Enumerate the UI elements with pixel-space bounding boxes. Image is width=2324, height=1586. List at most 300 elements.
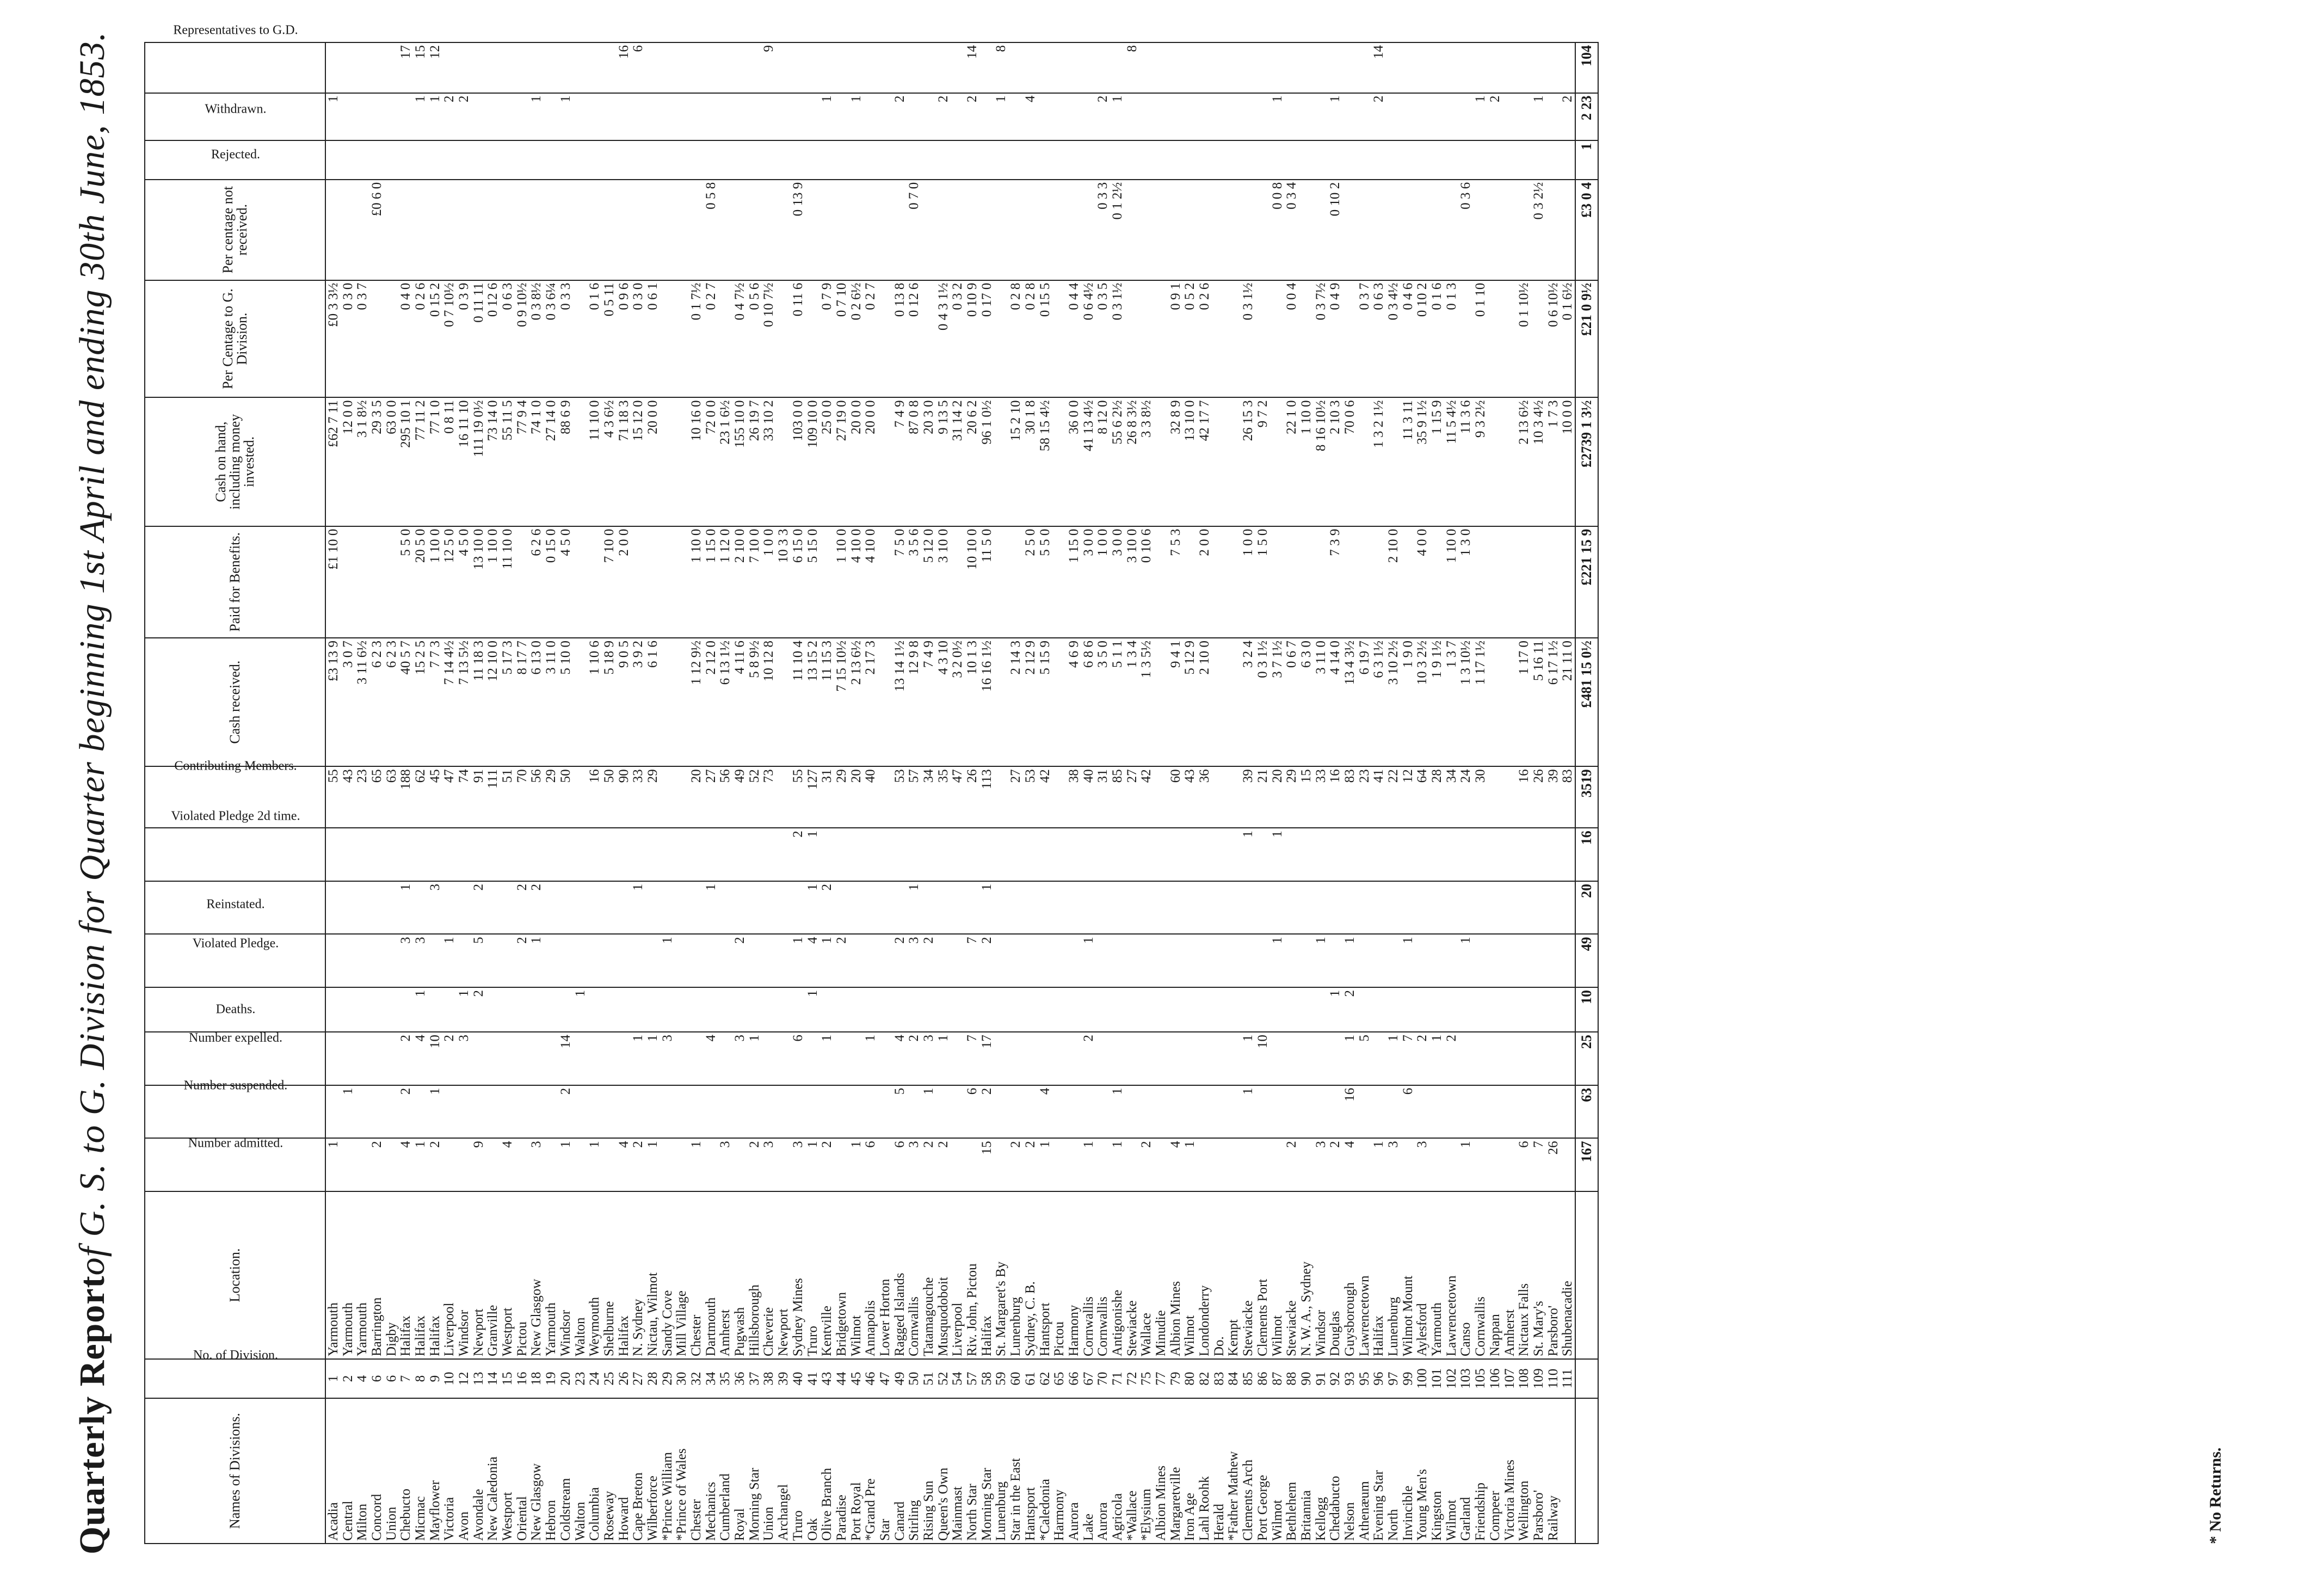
table-cell: [645, 828, 660, 881]
table-cell: 2: [631, 1138, 645, 1191]
table-cell: Oak: [805, 1398, 820, 1544]
table-cell: 37: [747, 1359, 762, 1398]
table-cell: Howard: [617, 1398, 631, 1544]
table-cell: [747, 140, 762, 180]
table-cell: 26 8 3½: [1125, 397, 1139, 526]
table-cell: Margaretville: [1168, 1398, 1183, 1544]
table-cell: [675, 934, 689, 987]
table-cell: [369, 42, 384, 93]
table-cell: 1 0 0: [762, 526, 776, 638]
table-cell: [1357, 881, 1372, 935]
table-cell: 110: [1546, 1359, 1561, 1398]
column-header: [145, 987, 325, 1032]
table-cell: Wilmot: [849, 1191, 864, 1359]
table-cell: [1299, 1085, 1314, 1139]
table-cell: [617, 1032, 631, 1085]
table-cell: 1 3 5½: [1139, 638, 1154, 766]
table-cell: [471, 1032, 486, 1085]
table-cell: [1067, 934, 1081, 987]
table-cell: [1517, 180, 1531, 280]
table-cell: [355, 828, 369, 881]
table-cell: [631, 140, 645, 180]
table-cell: [776, 42, 791, 93]
table-cell: 12 5 0: [442, 526, 457, 638]
table-cell: Windsor: [1314, 1191, 1328, 1359]
table-cell: [1241, 93, 1255, 140]
table-cell: [1357, 828, 1372, 881]
table-cell: 13 14 1½: [892, 638, 907, 766]
table-cell: [355, 1085, 369, 1139]
table-cell: North Star: [965, 1398, 979, 1544]
table-cell: 1: [1429, 1032, 1444, 1085]
table-cell: [1168, 934, 1183, 987]
table-cell: [921, 42, 936, 93]
table-cell: 44: [834, 1359, 849, 1398]
table-cell: [457, 140, 471, 180]
table-cell: 1: [558, 93, 573, 140]
table-cell: [529, 828, 544, 881]
table-cell: [341, 934, 355, 987]
table-cell: [732, 1085, 747, 1139]
table-cell: 70: [1095, 1359, 1110, 1398]
table-cell: [602, 934, 617, 987]
table-cell: [1531, 280, 1546, 398]
table-cell: 58: [979, 1359, 994, 1398]
table-cell: 3 10 0: [936, 526, 951, 638]
table-cell: Yarmouth: [1429, 1191, 1444, 1359]
table-cell: [325, 42, 341, 93]
table-cell: Young Men's: [1415, 1398, 1430, 1544]
table-cell: [1052, 881, 1067, 935]
table-cell: Liverpool: [951, 1191, 965, 1359]
table-cell: 13 15 2: [805, 638, 820, 766]
table-cell: [515, 1032, 529, 1085]
table-row: [428, 42, 442, 1544]
table-cell: 83: [1212, 1359, 1226, 1398]
table-row: [325, 42, 341, 1544]
table-cell: 4 5 0: [457, 526, 471, 638]
table-cell: Parsboro': [1546, 1191, 1561, 1359]
table-cell: [1560, 180, 1575, 280]
table-cell: [1342, 280, 1357, 398]
table-cell: 2: [1444, 1032, 1459, 1085]
total-cell: £221 15 9: [1575, 526, 1598, 638]
table-cell: [1125, 140, 1139, 180]
table-cell: [1052, 766, 1067, 828]
table-cell: 1: [1241, 1085, 1255, 1139]
table-cell: 0 15 2: [428, 280, 442, 398]
table-cell: [1517, 828, 1531, 881]
table-cell: 20 3 0: [921, 397, 936, 526]
table-cell: [1531, 881, 1546, 935]
table-cell: [1095, 881, 1110, 935]
table-cell: [1314, 828, 1328, 881]
table-cell: Rising Sun: [921, 1398, 936, 1544]
table-cell: [936, 934, 951, 987]
table-cell: [1183, 987, 1198, 1032]
table-cell: [1052, 42, 1067, 93]
table-cell: Digby: [384, 1191, 399, 1359]
table-cell: [732, 42, 747, 93]
table-cell: Barrington: [369, 1191, 384, 1359]
table-row: [1560, 42, 1575, 1544]
table-cell: Milton: [355, 1398, 369, 1544]
table-cell: 155 10 0: [732, 397, 747, 526]
table-cell: [486, 140, 501, 180]
table-row: [1212, 42, 1226, 1544]
column-header-label: Contributing Members.: [174, 759, 297, 773]
table-cell: 16: [1328, 766, 1342, 828]
table-cell: [776, 987, 791, 1032]
table-cell: 3 10 2½: [1386, 638, 1401, 766]
table-cell: [1212, 881, 1226, 935]
table-cell: 2: [979, 934, 994, 987]
table-cell: [660, 93, 675, 140]
table-cell: 90: [617, 766, 631, 828]
table-cell: [1212, 280, 1226, 398]
table-row: [1168, 42, 1183, 1544]
table-cell: Halifax: [617, 1191, 631, 1359]
table-cell: Lawrencetown: [1357, 1191, 1372, 1359]
table-cell: [718, 881, 733, 935]
table-cell: 1: [1372, 1138, 1386, 1191]
table-cell: 1: [791, 934, 805, 987]
table-cell: [762, 180, 776, 280]
table-cell: [718, 1032, 733, 1085]
table-cell: [1473, 180, 1488, 280]
table-cell: 15: [1299, 766, 1314, 828]
table-row: [355, 42, 369, 1544]
table-cell: [471, 140, 486, 180]
total-cell: [1575, 1398, 1598, 1544]
table-cell: Nappan: [1488, 1191, 1502, 1359]
table-cell: *Prince William: [660, 1398, 675, 1544]
table-cell: Avon: [457, 1398, 471, 1544]
table-cell: [544, 1085, 558, 1139]
table-row: [1357, 42, 1372, 1544]
table-row: [1081, 42, 1096, 1544]
table-cell: [442, 180, 457, 280]
table-cell: [791, 1085, 805, 1139]
table-cell: Central: [341, 1398, 355, 1544]
total-cell: [1575, 1191, 1598, 1359]
table-cell: 0 3 8½: [529, 280, 544, 398]
table-cell: [892, 180, 907, 280]
table-cell: Invincible: [1401, 1398, 1415, 1544]
table-cell: [457, 828, 471, 881]
table-cell: [819, 180, 834, 280]
table-cell: [1023, 1032, 1038, 1085]
table-cell: [1154, 180, 1168, 280]
table-cell: 26: [617, 1359, 631, 1398]
table-cell: 1 10 6: [587, 638, 602, 766]
table-cell: [1284, 1032, 1299, 1085]
table-cell: 7: [398, 1359, 413, 1398]
table-cell: [1168, 140, 1183, 180]
table-cell: [1560, 881, 1575, 935]
table-cell: [1095, 828, 1110, 881]
table-cell: 0 9 6: [617, 280, 631, 398]
table-cell: [1183, 1032, 1198, 1085]
table-cell: 6 2 3: [369, 638, 384, 766]
table-cell: [776, 1032, 791, 1085]
total-cell: £3 0 4: [1575, 180, 1598, 280]
table-cell: Port Royal: [849, 1398, 864, 1544]
table-cell: [776, 638, 791, 766]
table-cell: [1241, 140, 1255, 180]
table-cell: [500, 828, 515, 881]
table-cell: 15: [500, 1359, 515, 1398]
table-cell: [1415, 42, 1430, 93]
column-header: [145, 881, 325, 935]
table-cell: Dartmouth: [704, 1191, 718, 1359]
table-cell: [819, 1085, 834, 1139]
table-cell: 103 0 0: [791, 397, 805, 526]
table-cell: [747, 180, 762, 280]
table-cell: Union: [762, 1398, 776, 1544]
table-cell: [1212, 93, 1226, 140]
table-cell: 6: [863, 1138, 878, 1191]
table-cell: 7 5 3: [1168, 526, 1183, 638]
column-header-label: Withdrawn.: [205, 102, 267, 116]
column-header: [145, 140, 325, 180]
table-cell: 5: [471, 934, 486, 987]
table-cell: [1429, 987, 1444, 1032]
table-cell: [1023, 140, 1038, 180]
table-cell: 3 0 0: [1110, 526, 1125, 638]
table-cell: [1357, 42, 1372, 93]
table-cell: 2: [428, 1138, 442, 1191]
table-cell: 2: [1081, 1032, 1096, 1085]
total-cell: 63: [1575, 1085, 1598, 1139]
table-cell: [1154, 828, 1168, 881]
table-cell: [1168, 987, 1183, 1032]
table-cell: [631, 828, 645, 881]
table-cell: [1023, 1085, 1038, 1139]
table-cell: 4: [413, 1032, 428, 1085]
table-cell: 1: [398, 881, 413, 935]
table-cell: [1226, 93, 1241, 140]
table-cell: 7 7 3: [428, 638, 442, 766]
table-cell: [994, 1032, 1009, 1085]
table-cell: [1270, 1085, 1285, 1139]
table-cell: 2: [936, 1138, 951, 1191]
table-cell: [675, 638, 689, 766]
table-cell: 100: [1415, 1359, 1430, 1398]
table-cell: 6: [631, 42, 645, 93]
table-cell: [457, 42, 471, 93]
table-cell: [1241, 881, 1255, 935]
table-cell: Victoria Mines: [1502, 1398, 1517, 1544]
footnote: * No Returns.: [2206, 1447, 2224, 1544]
table-cell: [1255, 280, 1270, 398]
table-cell: [1008, 180, 1023, 280]
table-cell: [1560, 1138, 1575, 1191]
table-cell: 1 3 7: [1444, 638, 1459, 766]
table-cell: 0 2 6½: [849, 280, 864, 398]
table-cell: £0 6 0: [369, 180, 384, 280]
table-cell: Westport: [500, 1191, 515, 1359]
table-cell: Londonderry: [1197, 1191, 1212, 1359]
table-cell: [1372, 526, 1386, 638]
table-cell: [428, 987, 442, 1032]
table-cell: 31: [819, 766, 834, 828]
table-cell: [369, 1085, 384, 1139]
table-cell: 107: [1502, 1359, 1517, 1398]
table-cell: [500, 934, 515, 987]
table-cell: 0 4 7½: [732, 280, 747, 398]
table-cell: [1401, 987, 1415, 1032]
table-cell: [849, 881, 864, 935]
table-cell: [486, 1032, 501, 1085]
table-cell: [907, 828, 922, 881]
table-cell: [1299, 42, 1314, 93]
table-cell: Riv. John, Pictou: [965, 1191, 979, 1359]
table-cell: [544, 881, 558, 935]
table-cell: [1139, 140, 1154, 180]
table-cell: Lahl Roohk: [1197, 1398, 1212, 1544]
table-cell: [732, 1138, 747, 1191]
table-cell: Wilmot: [1444, 1398, 1459, 1544]
table-cell: [1328, 934, 1342, 987]
table-cell: Cornwallis: [1095, 1191, 1110, 1359]
table-cell: [325, 987, 341, 1032]
table-cell: [1168, 881, 1183, 935]
table-cell: [1386, 42, 1401, 93]
table-cell: 9 7 2: [1255, 397, 1270, 526]
table-cell: [675, 140, 689, 180]
table-cell: [1226, 140, 1241, 180]
table-cell: [863, 93, 878, 140]
table-cell: [849, 987, 864, 1032]
table-row: [1154, 42, 1168, 1544]
table-cell: 16: [515, 1359, 529, 1398]
table-cell: [1488, 42, 1502, 93]
table-cell: [1023, 828, 1038, 881]
table-cell: [341, 140, 355, 180]
table-cell: 39: [776, 1359, 791, 1398]
table-cell: 2: [834, 934, 849, 987]
table-cell: [355, 934, 369, 987]
table-cell: 2 5 0: [1023, 526, 1038, 638]
table-cell: [1067, 987, 1081, 1032]
table-cell: [762, 987, 776, 1032]
table-cell: 30: [675, 1359, 689, 1398]
table-cell: [573, 1085, 588, 1139]
table-cell: [704, 1138, 718, 1191]
table-cell: [631, 934, 645, 987]
table-cell: [1023, 934, 1038, 987]
table-cell: [791, 987, 805, 1032]
table-cell: 16 16 1½: [979, 638, 994, 766]
table-cell: 50: [602, 766, 617, 828]
table-row: [689, 42, 704, 1544]
table-cell: Columbia: [587, 1398, 602, 1544]
table-cell: [573, 526, 588, 638]
table-cell: [718, 828, 733, 881]
table-cell: [1502, 526, 1517, 638]
table-cell: Walton: [573, 1398, 588, 1544]
table-cell: [1342, 828, 1357, 881]
table-cell: [1488, 1085, 1502, 1139]
table-cell: [1546, 93, 1561, 140]
table-cell: Railway: [1546, 1398, 1561, 1544]
table-cell: [544, 42, 558, 93]
table-cell: 29: [544, 766, 558, 828]
table-cell: 0 4 0: [398, 280, 413, 398]
table-row: [515, 42, 529, 1544]
table-cell: [1299, 987, 1314, 1032]
table-cell: [1473, 934, 1488, 987]
table-cell: 102: [1444, 1359, 1459, 1398]
table-cell: 1: [849, 93, 864, 140]
table-cell: [602, 42, 617, 93]
table-cell: [398, 987, 413, 1032]
table-cell: [718, 140, 733, 180]
table-cell: [573, 280, 588, 398]
table-cell: [732, 881, 747, 935]
table-cell: 55 11 5: [500, 397, 515, 526]
table-cell: [602, 1032, 617, 1085]
table-cell: [369, 140, 384, 180]
table-cell: [1488, 828, 1502, 881]
table-cell: [1226, 828, 1241, 881]
table-cell: [1415, 934, 1430, 987]
table-cell: [994, 180, 1009, 280]
table-row: [442, 42, 457, 1544]
table-cell: [325, 881, 341, 935]
table-cell: 2 14 3: [1008, 638, 1023, 766]
table-cell: [384, 140, 399, 180]
table-cell: [573, 934, 588, 987]
table-cell: [1125, 1085, 1139, 1139]
table-cell: [675, 987, 689, 1032]
column-header-label: No. of Division.: [193, 1348, 278, 1362]
table-cell: [1444, 881, 1459, 935]
table-cell: 0 5 2: [1183, 280, 1198, 398]
table-cell: [936, 1085, 951, 1139]
table-cell: [732, 93, 747, 140]
table-cell: 77 9 4: [515, 397, 529, 526]
table-cell: [1081, 987, 1096, 1032]
table-cell: 22: [1386, 766, 1401, 828]
table-cell: Aylesford: [1415, 1191, 1430, 1359]
report-title-rest: of G. S. to G. Division for Quarter beginning 1st April and ending 30th June, 1853.: [72, 31, 112, 1276]
table-cell: [704, 1085, 718, 1139]
table-cell: [471, 93, 486, 140]
table-cell: 53: [1023, 766, 1038, 828]
table-cell: 0 6 10½: [1546, 280, 1561, 398]
table-cell: [1255, 93, 1270, 140]
table-cell: [878, 987, 892, 1032]
table-cell: 1: [413, 93, 428, 140]
total-cell: 104: [1575, 42, 1598, 93]
table-cell: [1197, 881, 1212, 935]
table-cell: [325, 180, 341, 280]
table-cell: [529, 1085, 544, 1139]
table-row: [979, 42, 994, 1544]
table-cell: [979, 828, 994, 881]
table-cell: 9: [428, 1359, 442, 1398]
table-cell: Parsboro': [1531, 1398, 1546, 1544]
table-cell: [1038, 828, 1052, 881]
table-cell: 3 1 8½: [355, 397, 369, 526]
table-cell: [558, 42, 573, 93]
table-cell: 4: [805, 934, 820, 987]
table-cell: North: [1386, 1398, 1401, 1544]
table-cell: [675, 93, 689, 140]
table-cell: Queen's Own: [936, 1398, 951, 1544]
